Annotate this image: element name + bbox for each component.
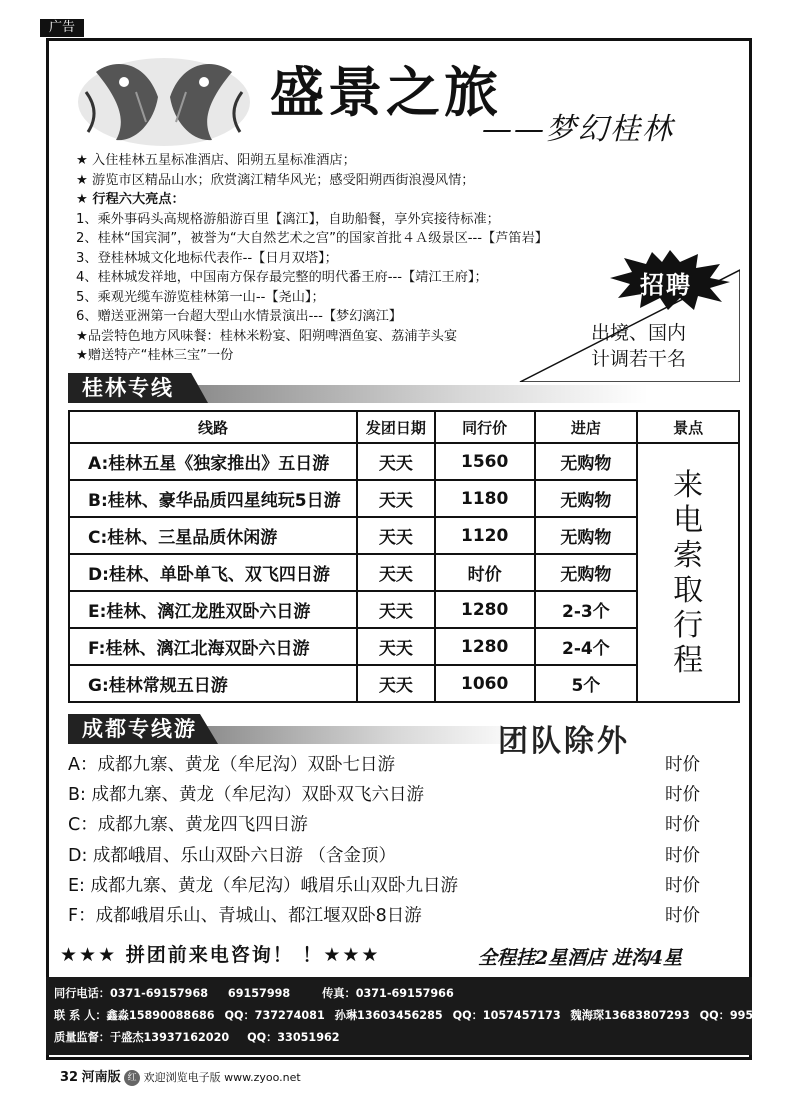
route-price: 时价 — [665, 815, 700, 836]
contact-person: 鑫淼15890088686 — [106, 1009, 215, 1022]
recruit-text — [591, 320, 686, 372]
route-cell: B:桂林、豪华品质四星纯玩5日游 — [69, 480, 357, 517]
price-cell: 1280 — [435, 628, 535, 665]
team-excluded-note: 团队除外 — [498, 724, 630, 759]
contact-line — [54, 983, 744, 1005]
phone-number: 0371-69157968 — [109, 987, 209, 1000]
chengdu-section-title: 成都专线游 — [82, 717, 197, 741]
contact-line — [54, 1005, 800, 1027]
list-item — [68, 780, 708, 810]
contact-line — [54, 1027, 744, 1049]
route-price: 时价 — [665, 755, 700, 775]
shopping-cell: 无购物 — [535, 443, 638, 480]
feature-item: 5、乘观光缆车游览桂林第一山--【尧山】； — [76, 289, 325, 305]
route-text: A：成都九寨、黄龙（牟尼沟）双卧七日游 — [68, 755, 395, 775]
guilin-section-title: 桂林专线 — [82, 376, 174, 400]
route-price: 时价 — [665, 875, 700, 896]
phone-label: 同行电话： — [54, 987, 110, 1000]
route-cell: D:桂林、单卧单飞、双飞四日游 — [69, 554, 357, 591]
route-text: E: 成都九寨、黄龙（牟尼沟）峨眉乐山双卧九日游 — [68, 875, 459, 896]
page-footer — [60, 1066, 301, 1086]
route-price: 时价 — [665, 785, 700, 806]
feature-item: 4、桂林城发祥地，中国南方保存最完整的明代番王府---【靖江王府】； — [76, 270, 488, 285]
departure-cell: 天天 — [357, 443, 435, 480]
column-header: 发团日期 — [357, 411, 435, 443]
contact-qq: QQ：1057457173 — [452, 1009, 561, 1022]
list-item — [68, 810, 708, 840]
shopping-cell: 无购物 — [535, 554, 638, 591]
feature-list — [76, 151, 548, 366]
supervisor-label: 质量监督： — [54, 1031, 110, 1044]
column-header: 线路 — [69, 411, 357, 443]
contact-person-label: 联 系 人： — [54, 1009, 107, 1022]
column-header: 进店 — [535, 411, 638, 443]
price-cell: 时价 — [435, 554, 535, 591]
scenic-note: 来电索取行程 — [673, 467, 704, 678]
route-cell: E:桂林、漓江龙胜双卧六日游 — [69, 591, 357, 628]
feature-item: ★品尝特色地方风味餐：桂林米粉宴、阳朔啤酒鱼宴、荔浦芋头宴 — [76, 328, 458, 344]
feature-item: ★赠送特产“桂林三宝”一份 — [76, 348, 234, 363]
route-text: D: 成都峨眉、乐山双卧六日游 （含金顶） — [68, 845, 396, 866]
departure-cell: 天天 — [357, 665, 435, 702]
route-cell: C:桂林、三星品质休闲游 — [69, 517, 357, 554]
contact-bar — [46, 977, 800, 1055]
departure-cell: 天天 — [357, 554, 435, 591]
shopping-cell: 无购物 — [535, 517, 638, 554]
contact-qq: QQ：995207789 — [699, 1009, 800, 1022]
phone-number: 69157998 — [227, 987, 291, 1000]
edition-label: 河南版 — [81, 1070, 121, 1085]
shopping-cell: 2-3个 — [535, 591, 638, 628]
contact-qq: QQ：737274081 — [224, 1009, 325, 1022]
route-cell: F:桂林、漓江北海双卧六日游 — [69, 628, 357, 665]
page-title: 盛景之旅 — [270, 61, 502, 124]
feature-item: ★ 入住桂林五星标准酒店、阳朔五星标准酒店； — [76, 153, 356, 168]
recruit-title: 招聘 — [640, 271, 692, 299]
column-header: 同行价 — [435, 411, 535, 443]
price-cell: 1180 — [435, 480, 535, 517]
route-text: C：成都九寨、黄龙四飞四日游 — [68, 815, 308, 836]
footer-text: 欢迎浏览电子版 www.zyoo.net — [143, 1071, 301, 1084]
shopping-cell: 无购物 — [535, 480, 638, 517]
hotel-note: 全程挂2星酒店 进沟4星 — [478, 947, 683, 969]
feature-item: 2、桂林“国宾洞”，被誉为“大自然艺术之宫”的国家首批４Ａ级景区---【芦笛岩】 — [76, 231, 548, 246]
chengdu-route-list — [68, 750, 708, 931]
chengdu-section-header — [68, 714, 218, 744]
departure-cell: 天天 — [357, 517, 435, 554]
fax-number: 0371-69157966 — [355, 987, 454, 1000]
shopping-cell: 5个 — [535, 665, 638, 702]
price-cell: 1280 — [435, 591, 535, 628]
scenic-cell — [637, 443, 739, 702]
table-row — [69, 443, 739, 480]
recruit-line: 计调若干名 — [591, 348, 687, 370]
recruit-box — [515, 250, 740, 382]
departure-cell: 天天 — [357, 591, 435, 628]
supervisor-qq: QQ：33051962 — [247, 1031, 340, 1044]
supervisor: 于盛杰13937162020 — [109, 1031, 230, 1044]
list-item — [68, 841, 708, 871]
route-cell: A:桂林五星《独家推出》五日游 — [69, 443, 357, 480]
guilin-section-header — [68, 373, 208, 403]
route-price: 时价 — [665, 845, 700, 866]
departure-cell: 天天 — [357, 480, 435, 517]
page-subtitle: ——梦幻桂林 — [482, 112, 674, 147]
route-text: F：成都峨眉乐山、青城山、都江堰双卧8日游 — [68, 905, 422, 926]
route-cell: G:桂林常规五日游 — [69, 665, 357, 702]
list-item — [68, 871, 708, 901]
ad-label: 广告 — [40, 19, 84, 37]
price-cell: 1120 — [435, 517, 535, 554]
route-price: 时价 — [665, 905, 700, 926]
contact-person: 魏海琛13683807293 — [570, 1009, 690, 1022]
table-header-row — [69, 411, 739, 443]
consult-banner: ★★★ 拼团前来电咨询！ ！★★★ — [60, 944, 381, 966]
route-text: B: 成都九寨、黄龙（牟尼沟）双卧双飞六日游 — [68, 785, 424, 806]
guilin-route-table — [68, 410, 740, 703]
edition-badge-icon: 红 — [124, 1070, 140, 1086]
recruit-line: 出境、国内 — [591, 322, 687, 344]
price-cell: 1560 — [435, 443, 535, 480]
fax-label: 传真： — [322, 987, 356, 1000]
feature-item: 1、乘外事码头高规格游船游百里【漓江】，自助船餐，享外宾接待标准； — [76, 211, 500, 227]
twin-carp-logo-icon — [76, 52, 252, 150]
feature-item: 3、登桂林城文化地标代表作--【日月双塔】； — [76, 250, 338, 266]
page-number: 32 — [60, 1070, 79, 1085]
feature-item: ★ 游览市区精品山水；欣赏漓江精华风光；感受阳朔西街浪漫风情； — [76, 172, 475, 188]
feature-item: ★ 行程六大亮点： — [76, 192, 185, 207]
price-cell: 1060 — [435, 665, 535, 702]
list-item — [68, 750, 708, 780]
feature-item: 6、赠送亚洲第一台超大型山水情景演出---【梦幻漓江】 — [76, 309, 402, 324]
list-item — [68, 901, 708, 931]
column-header: 景点 — [637, 411, 739, 443]
departure-cell: 天天 — [357, 628, 435, 665]
contact-person: 孙琳13603456285 — [334, 1009, 443, 1022]
shopping-cell: 2-4个 — [535, 628, 638, 665]
